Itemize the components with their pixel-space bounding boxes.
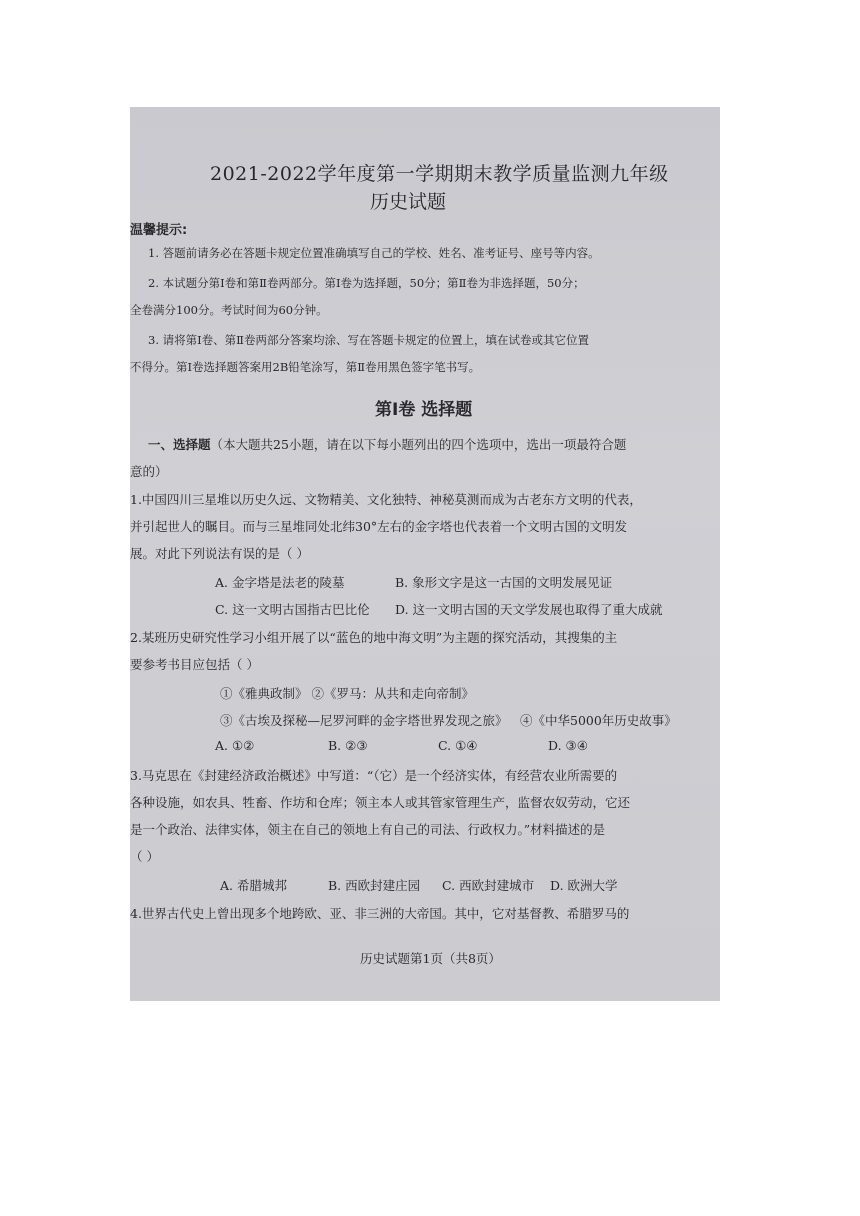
q2-line-2: 要参考书目应包括（ ） [130,657,259,672]
q1-line-3: 展。对此下列说法有误的是（ ） [130,546,309,561]
q2-book-3: ③《古埃及探秘—尼罗河畔的金字塔世界发现之旅》 [220,713,508,728]
notice-item-3a: 3. 请将第Ⅰ卷、第Ⅱ卷两部分答案均涂、写在答题卡规定的位置上，填在试卷或其它位置 [148,333,589,347]
page-footer: 历史试题第1页（共8页） [360,951,501,966]
q3-option-d: D. 欧洲大学 [550,878,618,893]
section-intro-label: 一、选择题 [148,437,211,452]
q3-option-b: B. 西欧封建庄园 [328,878,421,893]
q3-line-2: 各种设施，如农具、牲畜、作坊和仓库；领主本人或其管家管理生产，监督农奴劳动，它还 [130,795,631,810]
q1-option-c: C. 这一文明古国指古巴比伦 [215,602,370,617]
exam-subtitle: 历史试题 [370,191,447,213]
q3-option-c: C. 西欧封建城市 [442,878,535,893]
notice-item-3b: 不得分。第Ⅰ卷选择题答案用2B铅笔涂写，第Ⅱ卷用黑色签字笔书写。 [130,360,481,374]
q2-option-d: D. ③④ [548,738,588,753]
notice-item-2b: 全卷满分100分。考试时间为60分钟。 [130,303,328,317]
q2-option-c: C. ①④ [438,738,478,753]
q1-line-1: 1.中国四川三星堆以历史久远、文物精美、文化独特、神秘莫测而成为古老东方文明的代表， [130,492,642,507]
notice-heading: 温馨提示: [130,223,188,238]
exam-title: 2021-2022学年度第一学期期末教学质量监测九年级 [210,163,669,185]
q1-option-a: A. 金字塔是法老的陵墓 [215,575,345,590]
q3-line-1: 3.马克思在《封建经济政治概述》中写道：“（它）是一个经济实体，有经营农业所需要的 [130,768,618,783]
section-intro-text: （本大题共25小题，请在以下每小题列出的四个选项中，选出一项最符合题 [210,437,627,452]
q3-line-4: （ ） [130,849,159,864]
q2-line-1: 2.某班历史研究性学习小组开展了以“蓝色的地中海文明”为主题的探究活动，其搜集的主 [130,630,618,645]
q2-option-a: A. ①② [215,738,255,753]
q4-line-1: 4.世界古代史上曾出现多个地跨欧、亚、非三洲的大帝国。其中，它对基督教、希腊罗马的 [130,906,630,921]
q1-option-b: B. 象形文字是这一古国的文明发展见证 [395,575,613,590]
section-intro-cont: 意的） [130,464,168,479]
q2-books-1-2: ①《雅典政制》 ②《罗马：从共和走向帝制》 [220,686,474,701]
q3-line-3: 是一个政治、法律实体，领主在自己的领地上有自己的司法、行政权力。”材料描述的是 [130,822,606,837]
q1-option-d: D. 这一文明古国的天文学发展也取得了重大成就 [395,602,663,617]
section-intro [148,435,626,453]
q2-option-b: B. ②③ [328,738,368,753]
exam-page-photo [130,107,720,1001]
q3-option-a: A. 希腊城邦 [220,878,287,893]
notice-item-1: 1. 答题前请务必在答题卡规定位置准确填写自己的学校、姓名、准考证号、座号等内容。 [148,246,600,260]
section-title: 第Ⅰ卷 选择题 [375,400,473,420]
q2-book-4: ④《中华5000年历史故事》 [520,713,677,728]
notice-item-2a: 2. 本试题分第Ⅰ卷和第Ⅱ卷两部分。第Ⅰ卷为选择题，50分；第Ⅱ卷为非选择题，50分； [148,276,585,290]
q1-line-2: 并引起世人的瞩目。而与三星堆同处北纬30°左右的金字塔也代表着一个文明古国的文明发 [130,519,628,534]
